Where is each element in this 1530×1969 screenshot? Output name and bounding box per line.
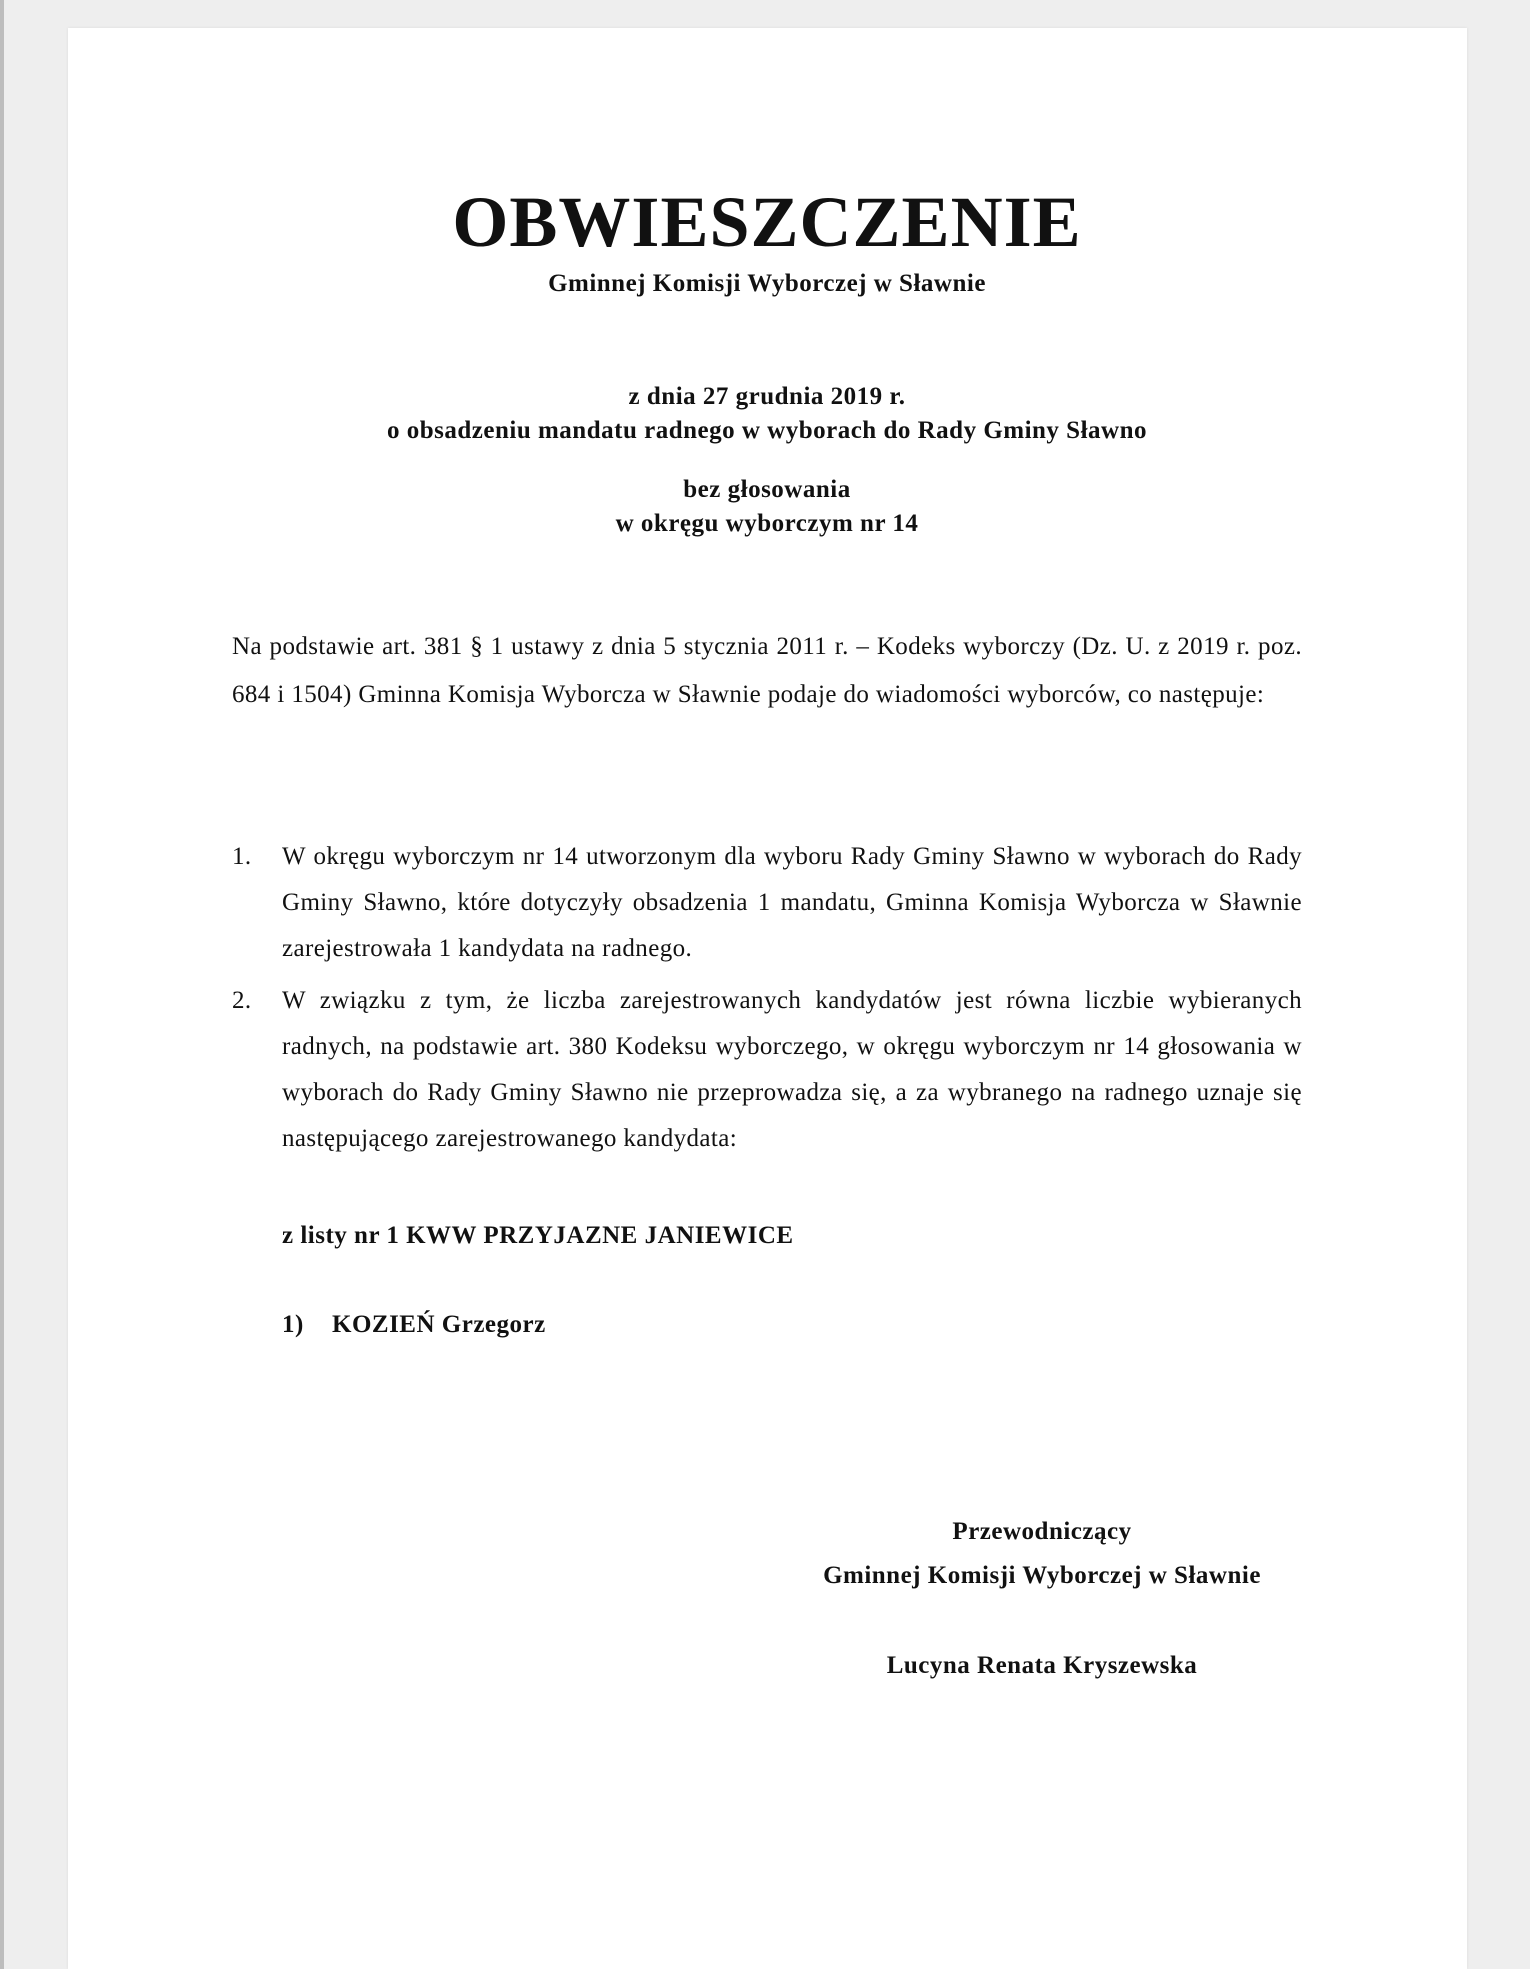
signature-role: Przewodniczący xyxy=(952,1518,1132,1545)
list-item xyxy=(232,978,1302,1162)
date-line: z dnia 27 grudnia 2019 r. xyxy=(628,383,906,410)
document-title: OBWIESZCZENIE xyxy=(452,182,1082,262)
list-item-number: 2. xyxy=(232,987,252,1014)
list-item-text: W związku z tym, że liczba zarejestrowanych kandydatów jest równa liczbie wybieranych radnych, na podstawie art. 380 Kodeksu wyborczego, w okręgu wyborczym nr 14 głosowania w wyborach do Rady Gminy Sławno nie przeprowadza się, a za wybranego na radnego uznaje się następującego zarejestrowanego kandydata: xyxy=(282,987,1302,1152)
candidate-entry xyxy=(282,1311,546,1339)
district-line: w okręgu wyborczym nr 14 xyxy=(615,510,919,537)
subject-line: o obsadzeniu mandatu radnego w wyborach do Rady Gminy Sławno xyxy=(387,417,1147,444)
document-subtitle: Gminnej Komisji Wyborczej w Sławnie xyxy=(548,270,986,297)
document-page xyxy=(68,28,1467,1969)
list-item-number: 1. xyxy=(232,843,252,870)
candidate-number: 1) xyxy=(282,1311,304,1338)
list-item xyxy=(232,834,1302,972)
signature-body: Gminnej Komisji Wyborczej w Sławnie xyxy=(823,1562,1261,1589)
intro-paragraph: Na podstawie art. 381 § 1 ustawy z dnia 5 stycznia 2011 r. – Kodeks wyborczy (Dz. U. z 2019 r. poz. 684 i 1504) Gminna Komisja Wyborcza w Sławnie podaje do wiadomości wyborców, co następuje: xyxy=(232,633,1302,708)
window-left-edge xyxy=(0,0,4,1969)
list-item-text: W okręgu wyborczym nr 14 utworzonym dla wyboru Rady Gminy Sławno w wyborach do Rady Gminy Sławno, które dotyczyły obsadzenia 1 mandatu, Gminna Komisja Wyborcza w Sławnie zarejestrowała 1 kandydata na radnego. xyxy=(282,843,1302,962)
numbered-list xyxy=(232,834,1302,1168)
no-vote-line: bez głosowania xyxy=(683,476,851,503)
candidate-list-label: z listy nr 1 KWW PRZYJAZNE JANIEWICE xyxy=(282,1222,794,1249)
candidate-name: KOZIEŃ Grzegorz xyxy=(332,1311,546,1338)
signature-name: Lucyna Renata Kryszewska xyxy=(886,1652,1198,1679)
